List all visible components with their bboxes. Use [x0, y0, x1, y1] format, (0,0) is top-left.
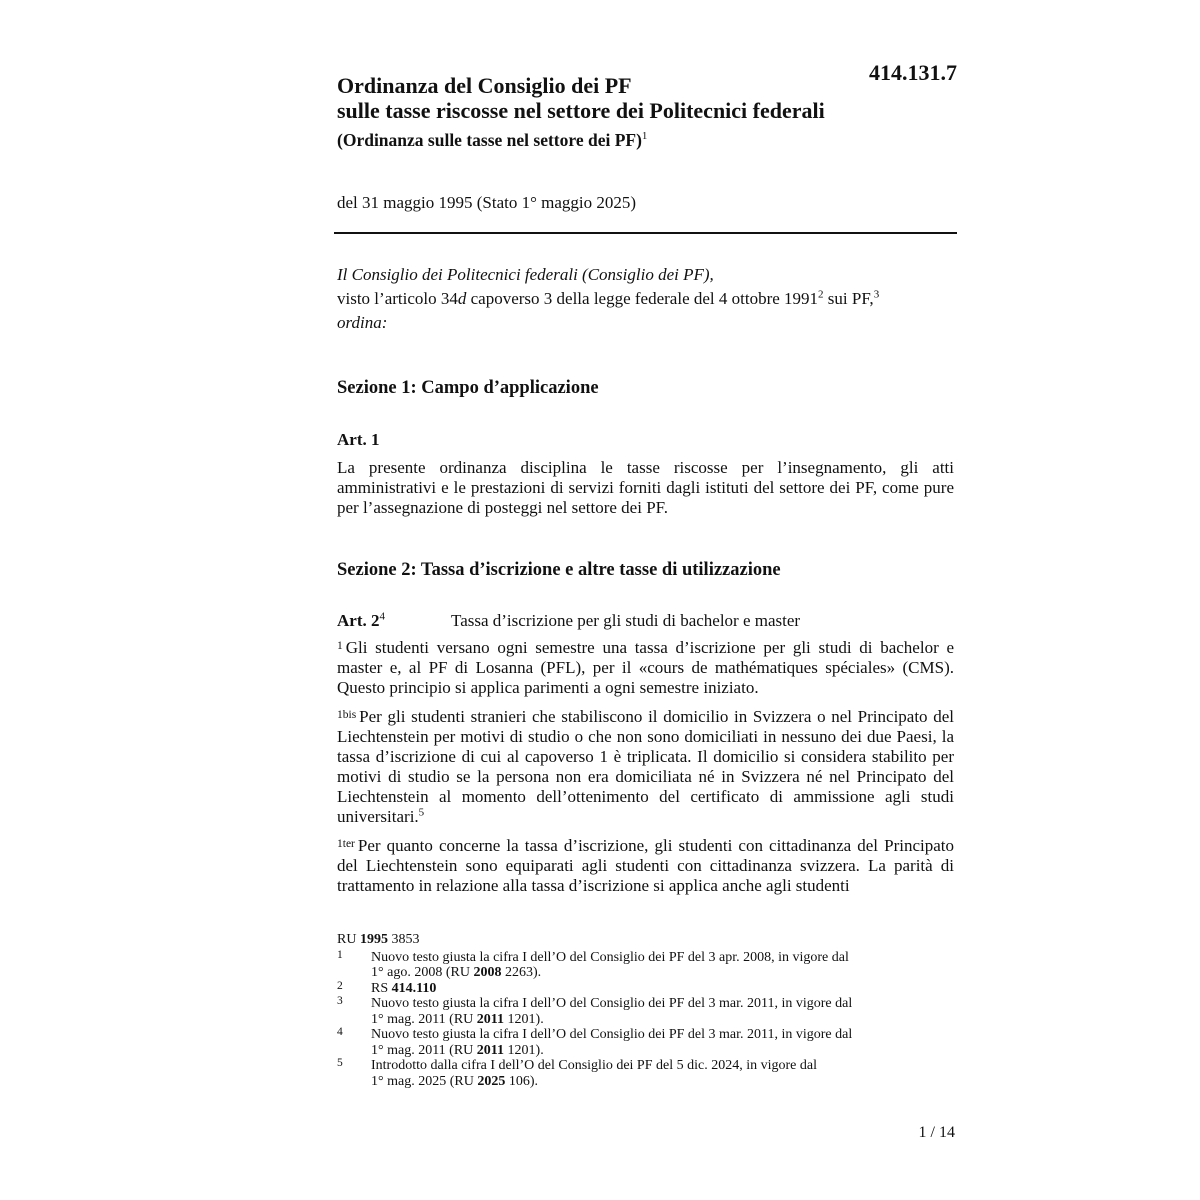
footnote-2: 2 RS 414.110 — [337, 979, 437, 996]
footnote-4: 4 Nuovo testo giusta la cifra I dell’O del Consiglio dei PF del 3 mar. 2011, in vigore dal 1° mag. 2011 (RU 2011 1201). — [337, 1026, 853, 1058]
footnote-5: 5 Introdotto dalla cifra I dell’O del Consiglio dei PF del 5 dic. 2024, in vigore dal 1° mag. 2025 (RU 2025 106). — [337, 1057, 817, 1089]
short-title: (Ordinanza sulle tasse nel settore dei PF)$^1$ — [337, 130, 648, 150]
preamble-ordina: ordina: — [337, 313, 388, 332]
document-date: del 31 maggio 1995 (Stato 1° maggio 2025) — [337, 193, 637, 212]
art-1-label: Art. 1 — [337, 430, 380, 449]
section-1-heading: Sezione 1: Campo d’applicazione — [337, 378, 599, 398]
section-2-heading: Sezione 2: Tassa d’iscrizione e altre tasse di utilizzazione — [337, 560, 781, 580]
footnote-ref-5[interactable]: 5 — [418, 806, 425, 819]
art-2-para-1ter: $^{1ter}$ Per quanto concerne la tassa d’iscrizione, gli studenti con cittadinanza del Principato del Liechtenstein sono equiparati agli studenti con cittadinanza svizzera. La parità di trattamento in relazione alla tassa d’iscrizione si applica anche agli studenti — [337, 836, 954, 895]
document-title — [337, 73, 957, 123]
title-line-2: sulle tasse riscosse nel settore dei Politecnici federali — [337, 98, 825, 123]
art-2-label: Art. $2^4$ — [337, 610, 385, 630]
page-number: 1 / 14 — [918, 1124, 955, 1141]
footnotes — [337, 932, 957, 1089]
art-1-text: La presente ordinanza disciplina le tasse riscosse per l’insegnamento, gli atti amministrativi e le prestazioni di servizi forniti dagli istituti del settore dei PF, come pure per l’assegnazione di posteggi nel settore dei PF. — [337, 458, 954, 517]
footnote-1: 1 Nuovo testo giusta la cifra I dell’O del Consiglio dei PF del 3 apr. 2008, in vigore dal 1° ago. 2008 (RU 2008 2263). — [337, 948, 849, 980]
art-2-para-1bis: $^{1bis}$ Per gli studenti stranieri che stabiliscono il domicilio in Svizzera o nel Principato del Liechtenstein per motivi di studio o che non sono domiciliati in nessuno dei due Paesi, la tassa d’iscrizione di cui al capoverso 1 è triplicata. Il domicilio si considera stabilito per motivi di studio se la persona non era domiciliata né in Svizzera né nel Principato del Liechtenstein al momento dell’ottenimento del certificato di ammissione agli studi universitari.$^5$ — [337, 707, 954, 826]
header-divider — [334, 232, 957, 234]
para-number: 1bis — [337, 709, 357, 721]
sr-number: 414.131.7 — [869, 60, 957, 85]
footnote-ref-4[interactable]: 4 — [379, 610, 385, 623]
art-2-para-1: $^1$ Gli studenti versano ogni semestre una tassa d’iscrizione per gli studi di bachelor e master e, al PF di Losanna (PFL), per il «cours de mathématiques spéciales» (CMS). Questo principio si applica parimenti a ogni semestre iniziato. — [337, 638, 954, 697]
preamble — [337, 263, 879, 335]
footnote-ref-3[interactable]: 3 — [873, 288, 880, 301]
footnote-3: 3 Nuovo testo giusta la cifra I dell’O del Consiglio dei PF del 3 mar. 2011, in vigore dal 1° mag. 2011 (RU 2011 1201). — [337, 995, 853, 1027]
preamble-authority: Il Consiglio dei Politecnici federali (Consiglio dei PF), — [337, 265, 714, 284]
footnote-ref-1[interactable]: 1 — [641, 130, 648, 143]
para-number: 1 — [337, 640, 343, 652]
art-2-heading: Tassa d’iscrizione per gli studi di bachelor e master — [451, 611, 801, 630]
para-number: 1ter — [337, 838, 355, 850]
footnote-ru: RU 1995 3853 — [337, 932, 420, 947]
title-line-1: Ordinanza del Consiglio dei PF — [337, 73, 632, 98]
preamble-visto: visto l’articolo 34d capoverso 3 della legge federale del 4 ottobre 1991$^2$ sui PF,$^3$ — [337, 288, 880, 308]
footnote-ref-2[interactable]: 2 — [818, 288, 824, 301]
